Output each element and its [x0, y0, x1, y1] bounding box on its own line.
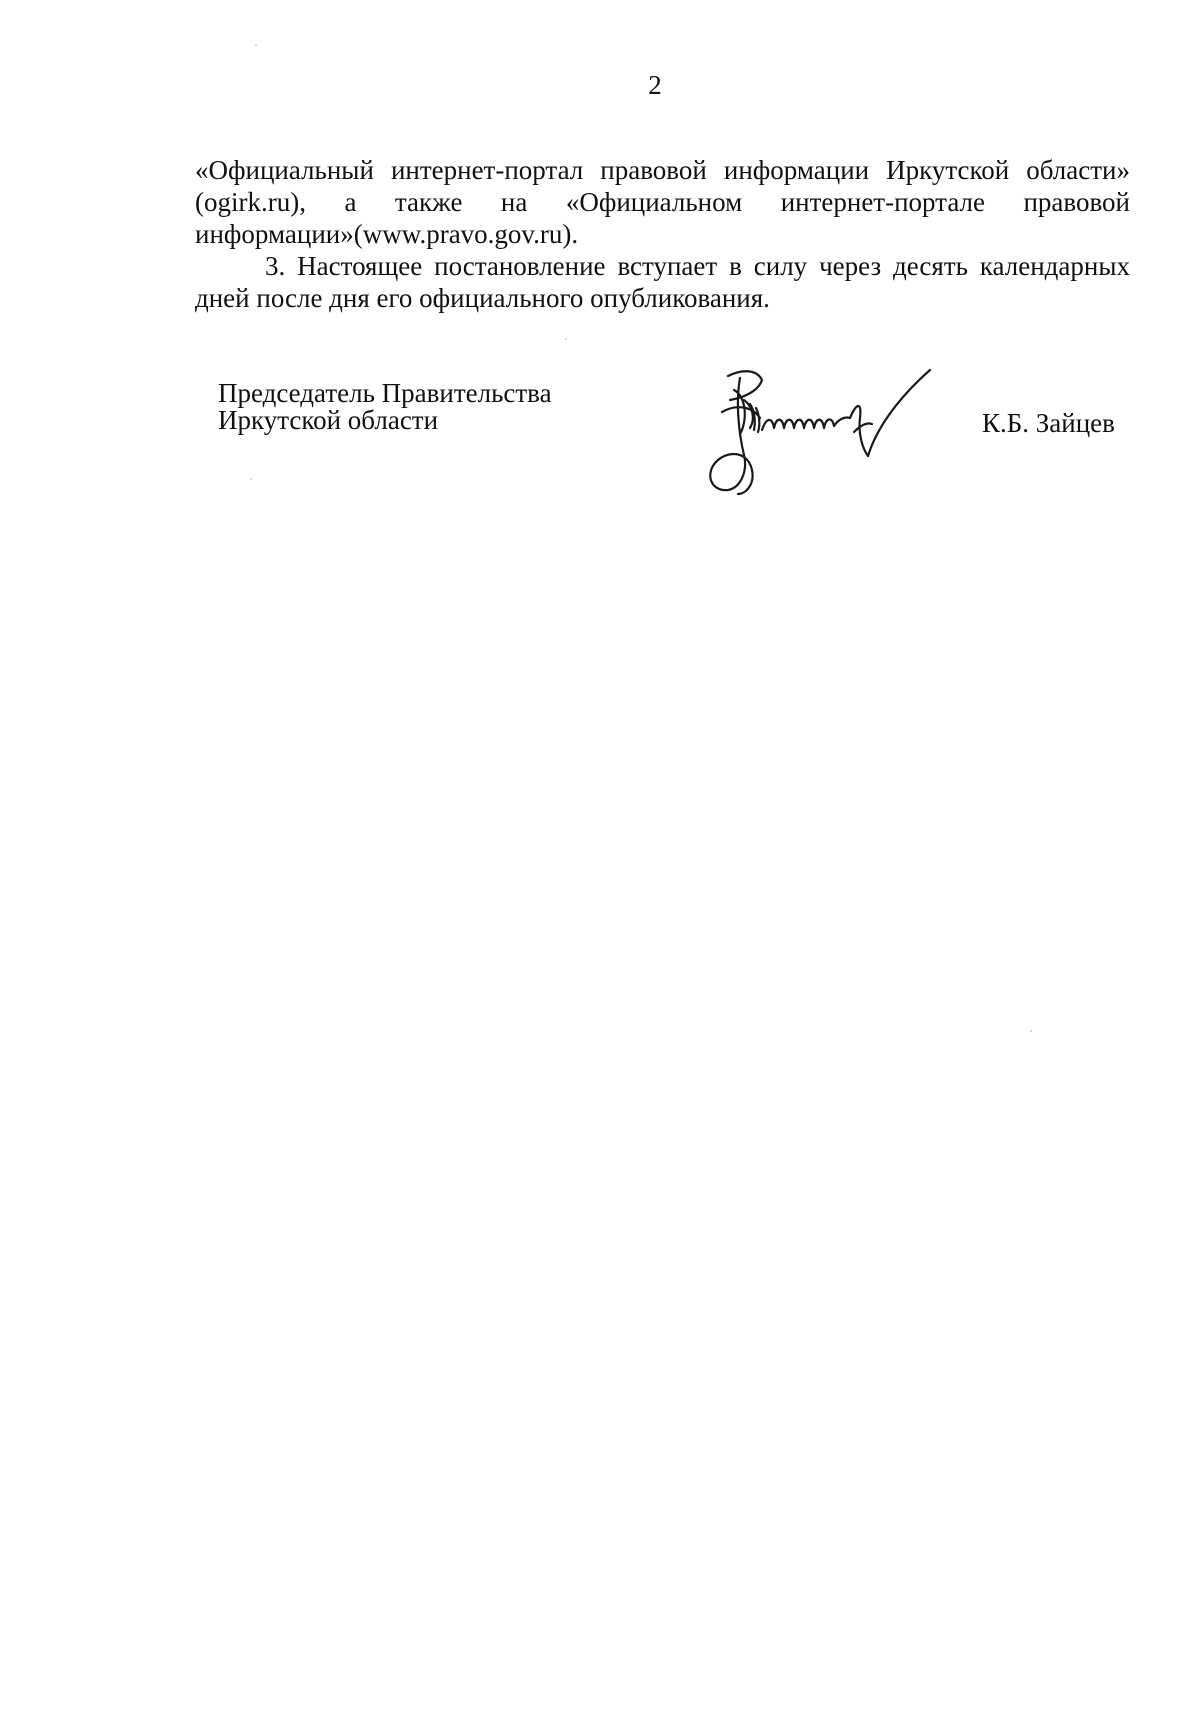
handwritten-signature-icon [700, 360, 960, 500]
text-line: (ogirk.ru), а также на «Официальном интернет-портале правовой [195, 187, 1130, 217]
scan-speck [1030, 1030, 1032, 1032]
document-body [195, 154, 1130, 314]
page-number: 2 [648, 70, 662, 100]
scan-speck [250, 478, 252, 480]
text-line: 3. Настоящее постановление вступает в силу через десять календарных [265, 251, 1130, 281]
scan-speck [255, 44, 257, 46]
paragraph-continuation [195, 154, 1130, 250]
text-line: дней после дня его официального опубликования. [195, 283, 770, 313]
paragraph-3 [195, 250, 1130, 314]
signer-name: К.Б. Зайцев [982, 408, 1115, 438]
signer-position-line: Иркутской области [218, 405, 439, 435]
text-line: информации»(www.pravo.gov.ru). [195, 219, 579, 249]
text-line: «Официальный интернет-портал правовой информации Иркутской области» [195, 155, 1130, 185]
signer-position [218, 380, 552, 434]
signer-position-line: Председатель Правительства [218, 378, 552, 408]
scan-speck [565, 338, 567, 340]
